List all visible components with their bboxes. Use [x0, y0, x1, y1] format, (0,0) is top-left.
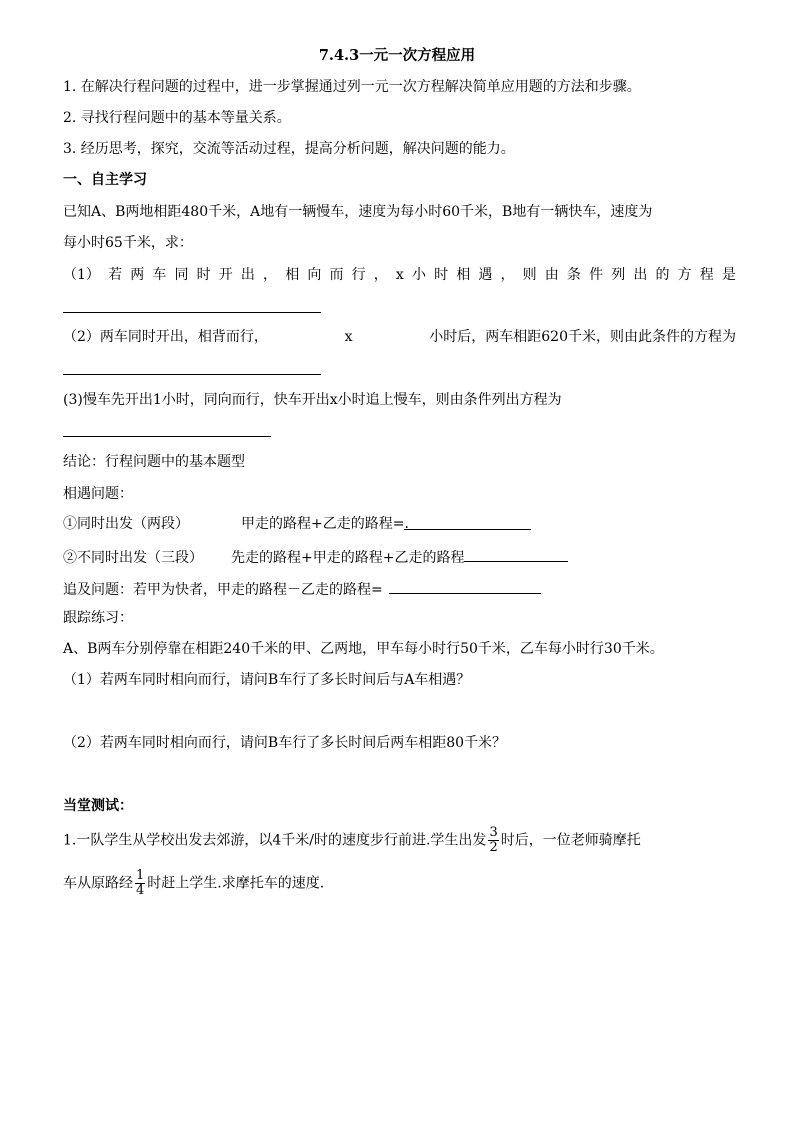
q1-part: 的: [655, 267, 670, 283]
fraction-three-halves: [488, 826, 498, 855]
q1-part: ，: [373, 267, 388, 283]
q1-part: 件: [589, 267, 604, 283]
fraction-1-numerator: 3: [489, 825, 498, 840]
practice-problem: A、B两车分别停靠在相距240千米的甲、乙两地，甲车每小时行50千米，乙车每小时行30千米。: [63, 641, 664, 657]
q1-part: x: [395, 267, 404, 283]
q1-part: 方: [677, 267, 692, 283]
q1-part: 小: [411, 267, 426, 283]
question-3: (3)慢车先开出1小时，同向而行，快车开出x小时追上慢车，则由条件列出方程为: [63, 392, 562, 408]
chase-problem-text: 追及问题：若甲为快者，甲走的路程－乙走的路程=: [63, 582, 383, 598]
section-heading-self-study: 一、自主学习: [63, 172, 147, 188]
q1-part: 出: [240, 267, 255, 283]
meet-case-1-formula: 甲走的路程+乙走的路程=: [241, 516, 405, 532]
q1-part: 是: [721, 267, 736, 283]
q1-part: 两: [130, 267, 145, 283]
q1-part: 车: [152, 267, 167, 283]
chase-problem-blank[interactable]: [389, 578, 541, 594]
fraction-1-denominator: 2: [489, 840, 498, 855]
fraction-one-quarter: [135, 869, 145, 898]
meet-case-1: [63, 514, 531, 534]
meet-case-1-label: ①同时出发（两段）: [63, 516, 189, 532]
q1-part: 若: [108, 267, 123, 283]
q1-part: 时: [196, 267, 211, 283]
objective-1: 1. 在解决行程问题的过程中，进一步掌握通过列一元一次方程解决简单应用题的方法和步骤。: [63, 79, 641, 95]
meet-problem-heading: 相遇问题：: [63, 486, 133, 502]
q1-part: 而: [329, 267, 344, 283]
meet-case-2-label: ②不同时出发（三段）: [63, 550, 203, 566]
meet-case-1-dot: .: [404, 516, 409, 532]
q1-part: 由: [544, 267, 559, 283]
objective-2: 2. 寻找行程问题中的基本等量关系。: [63, 110, 291, 126]
q1-part: （1）: [63, 267, 100, 283]
test-q1-text-d: 时赶上学生.求摩托车的速度.: [147, 875, 325, 892]
q2-part: x: [344, 329, 353, 345]
q1-part: 相: [456, 267, 471, 283]
intro-line-2: 每小时65千米，求：: [63, 235, 193, 251]
practice-question-2: （2）若两车同时相向而行，请问B车行了多长时间后两车相距80千米？: [63, 735, 507, 751]
page-title: 7.4.3一元一次方程应用: [318, 47, 476, 64]
q3-answer-line[interactable]: [63, 436, 271, 437]
test-question-1-line-2: [63, 869, 324, 898]
test-q1-text-a: 1.一队学生从学校出发去郊游，以4千米/时的速度步行前进.学生出发: [63, 832, 487, 849]
q1-part: 开: [218, 267, 233, 283]
test-q1-text-c: 车从原路经: [63, 875, 133, 892]
q1-answer-line[interactable]: [63, 312, 321, 313]
fraction-2-numerator: 1: [136, 868, 145, 883]
q1-part: 时: [434, 267, 449, 283]
objective-3: 3. 经历思考，探究，交流等活动过程，提高分析问题，解决问题的能力。: [63, 141, 515, 157]
q1-part: 程: [699, 267, 714, 283]
q1-part: 向: [307, 267, 322, 283]
q1-part: 出: [633, 267, 648, 283]
q2-part: （2）两车同时开出，相背而行，: [63, 329, 268, 345]
q1-part: 列: [611, 267, 626, 283]
q1-part: ，: [263, 267, 278, 283]
conclusion-heading: 结论：行程问题中的基本题型: [63, 454, 245, 470]
q1-part: 同: [174, 267, 189, 283]
test-q1-text-b: 时后，一位老师骑摩托: [500, 832, 641, 849]
chase-problem: [63, 578, 541, 600]
q1-part: 行: [351, 267, 366, 283]
meet-case-1-blank[interactable]: [404, 514, 531, 530]
question-1: [63, 265, 736, 285]
meet-case-2: [63, 546, 568, 568]
q1-part: 则: [522, 267, 537, 283]
intro-line-1: 已知A、B两地相距480千米，A地有一辆慢车，速度为每小时60千米，B地有一辆快车，速度为: [63, 204, 653, 220]
q1-part: ，: [500, 267, 515, 283]
meet-case-2-blank[interactable]: [464, 546, 568, 562]
test-heading: 当堂测试：: [63, 798, 133, 814]
question-2: [63, 327, 736, 347]
q1-part: 相: [285, 267, 300, 283]
meet-case-2-formula: 先走的路程+甲走的路程+乙走的路程: [231, 550, 465, 566]
test-question-1-line-1: [63, 826, 641, 855]
q2-part: 小时后，两车相距620千米，则由此条件的方程为: [429, 329, 736, 345]
q1-part: 条: [566, 267, 581, 283]
practice-heading: 跟踪练习：: [63, 610, 133, 626]
practice-question-1: （1）若两车同时相向而行，请问B车行了多长时间后与A车相遇？: [63, 672, 471, 688]
q1-part: 遇: [478, 267, 493, 283]
fraction-2-denominator: 4: [136, 883, 145, 898]
q2-answer-line[interactable]: [63, 374, 321, 375]
